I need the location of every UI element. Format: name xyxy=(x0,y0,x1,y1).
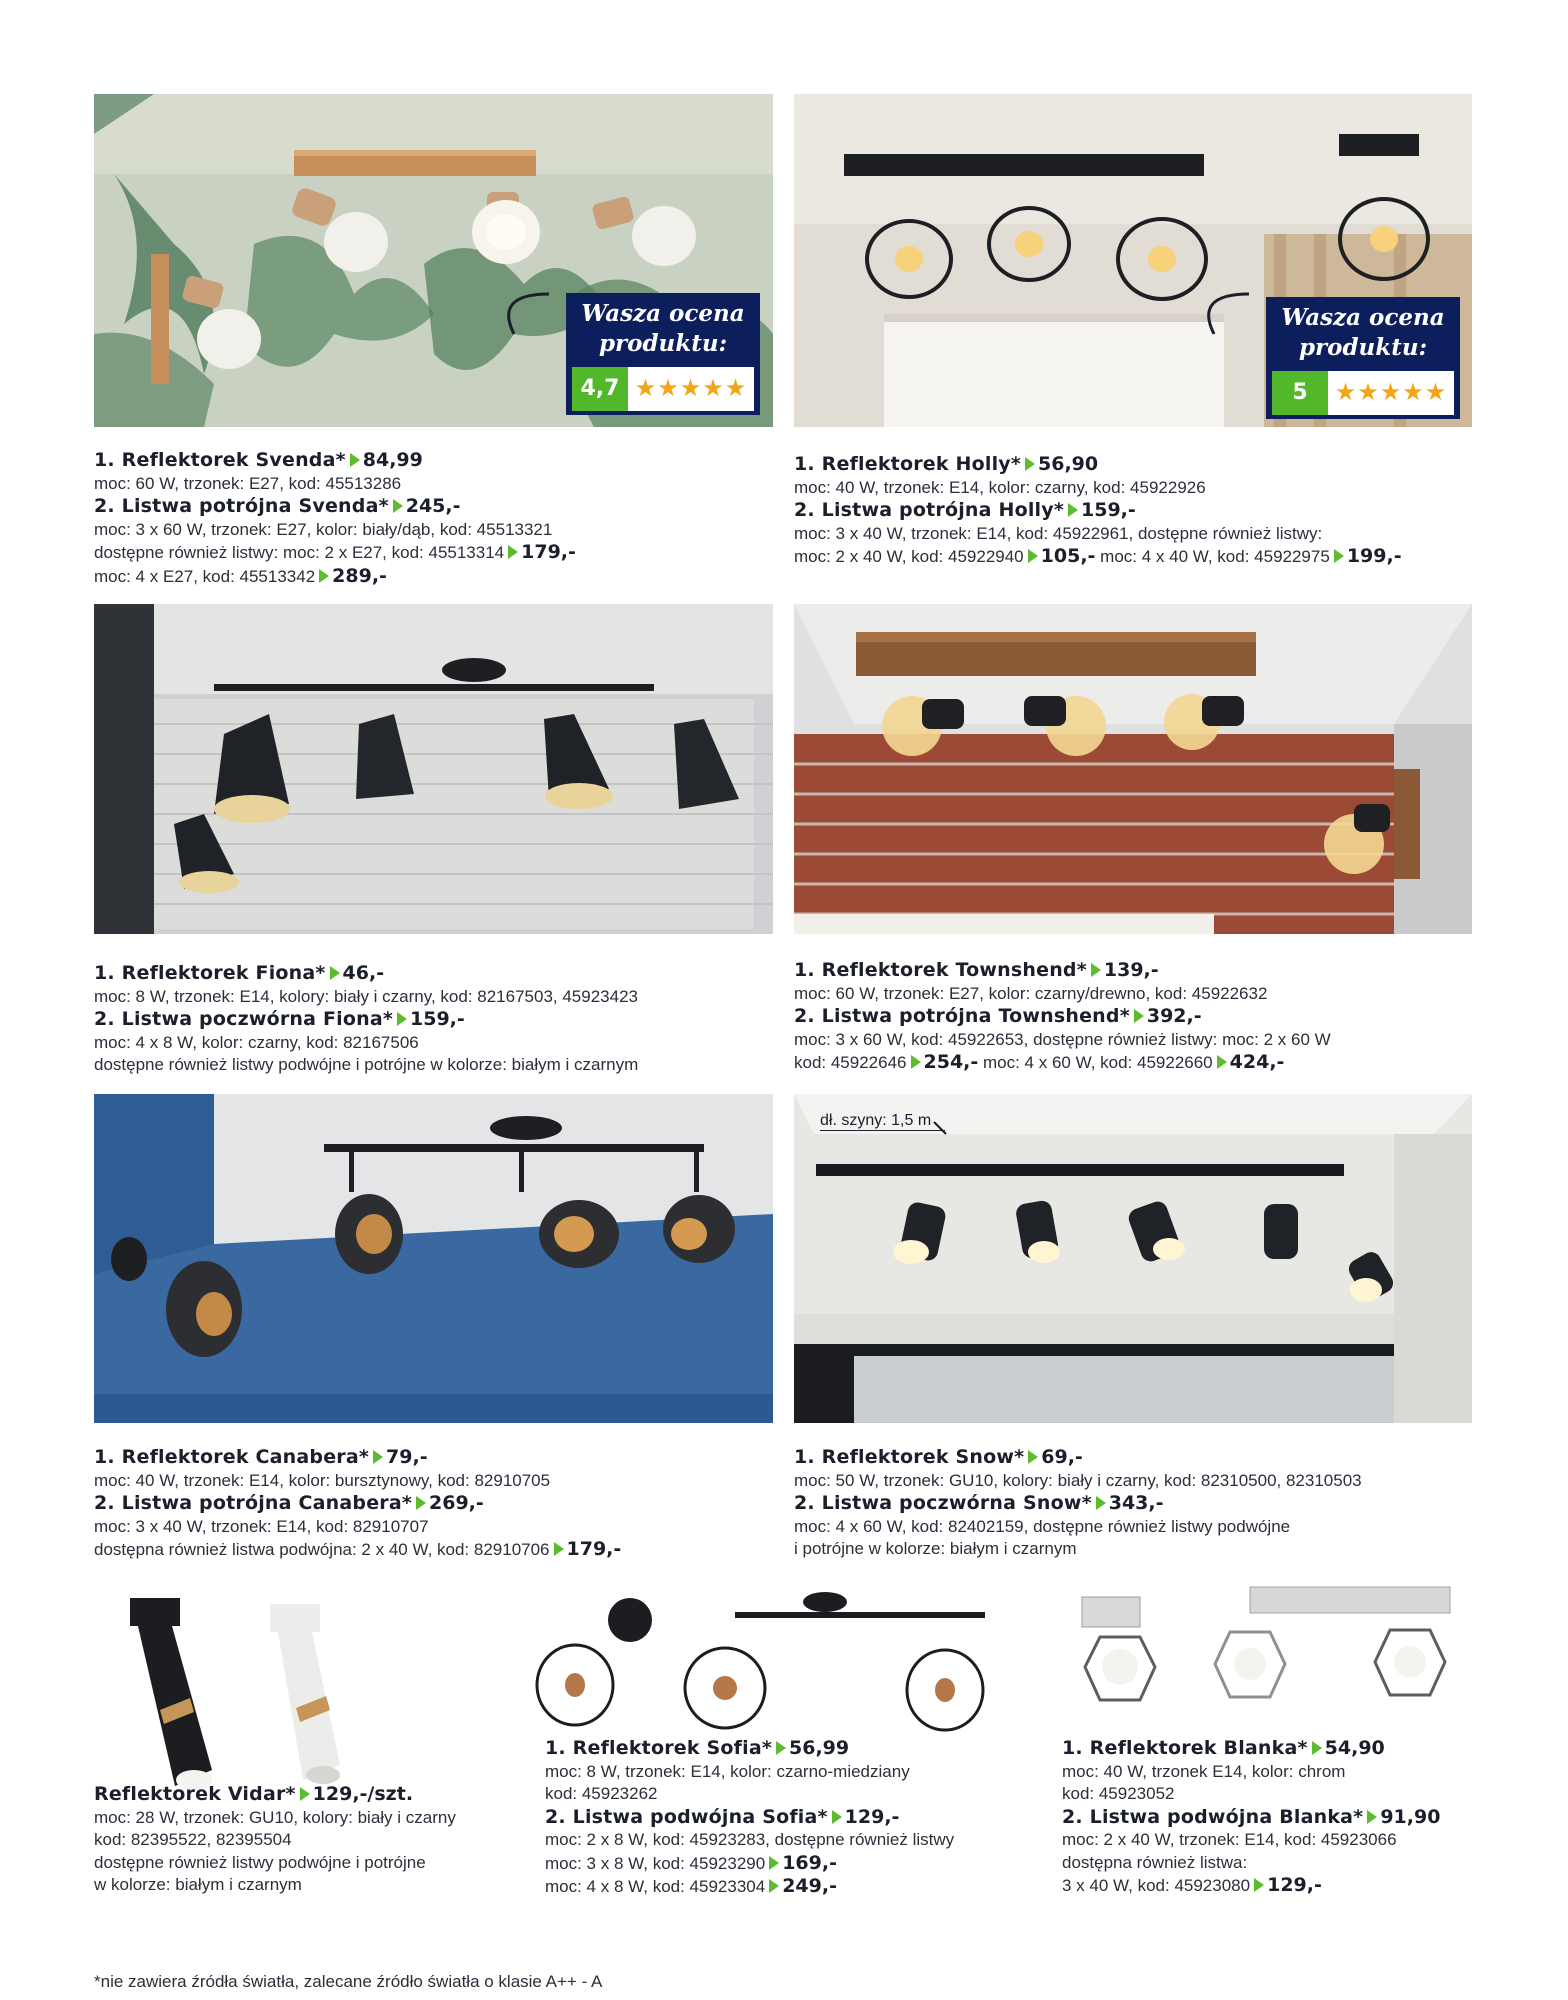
rating-score: 5 xyxy=(1272,371,1328,415)
price-arrow-icon xyxy=(1096,1496,1106,1510)
price: 424,- xyxy=(1229,1051,1285,1073)
product-title: 1. Reflektorek Townshend* xyxy=(794,959,1087,981)
product-spec: moc: 40 W, trzonek: E14, kolor: bursztynowy, kod: 82910705 xyxy=(94,1470,551,1490)
product-info-fiona xyxy=(94,962,774,1077)
rating-stars-icon: ★★★★★ xyxy=(1328,371,1454,415)
price: 69,- xyxy=(1041,1446,1083,1468)
price: 129,- xyxy=(1267,1874,1322,1896)
price-arrow-icon xyxy=(769,1879,779,1893)
price: 84,99 xyxy=(362,449,423,471)
product-spec: 3 x 40 W, kod: 45923080 xyxy=(1062,1876,1251,1895)
product-spec: moc: 4 x 60 W, kod: 82402159, dostępne również listwy podwójne xyxy=(794,1516,1291,1536)
product-title: Reflektorek Vidar* xyxy=(94,1783,296,1805)
price-arrow-icon xyxy=(769,1856,779,1870)
rating-stars-icon: ★★★★★ xyxy=(628,367,754,411)
price: 56,90 xyxy=(1038,453,1099,475)
product-title: 1. Reflektorek Snow* xyxy=(794,1446,1025,1468)
product-title: 1. Reflektorek Holly* xyxy=(794,453,1022,475)
rating-badge xyxy=(566,293,760,415)
product-photo-sofia xyxy=(535,1590,1015,1740)
price-arrow-icon xyxy=(330,966,340,980)
price-arrow-icon xyxy=(393,499,403,513)
price: 179,- xyxy=(566,1538,622,1560)
product-spec: moc: 60 W, trzonek: E27, kolor: czarny/drewno, kod: 45922632 xyxy=(794,983,1268,1003)
product-info-canabera xyxy=(94,1446,774,1562)
price-arrow-icon xyxy=(416,1496,426,1510)
product-spec: moc: 50 W, trzonek: GU10, kolory: biały i czarny, kod: 82310500, 82310503 xyxy=(794,1470,1362,1490)
price-arrow-icon xyxy=(1334,549,1344,563)
product-spec: dostępna również listwa podwójna: 2 x 40 W, kod: 82910706 xyxy=(94,1540,550,1559)
product-title: 1. Reflektorek Sofia* xyxy=(545,1737,772,1759)
product-photo-blanka xyxy=(1070,1582,1470,1732)
price: 392,- xyxy=(1146,1005,1202,1027)
product-spec: moc: 4 x 60 W, kod: 45922660 xyxy=(983,1053,1213,1072)
price: 179,- xyxy=(521,541,576,563)
price: 289,- xyxy=(332,564,387,587)
price: 269,- xyxy=(429,1492,484,1514)
price: 199,- xyxy=(1346,545,1402,567)
rating-badge xyxy=(1266,297,1460,419)
product-title: 1. Reflektorek Fiona* xyxy=(94,962,326,984)
price-arrow-icon xyxy=(300,1787,310,1801)
price: 343,- xyxy=(1108,1492,1164,1514)
product-title: 2. Listwa poczwórna Fiona* xyxy=(94,1008,393,1030)
price-arrow-icon xyxy=(1025,457,1035,471)
price: 91,90 xyxy=(1380,1805,1441,1828)
price-arrow-icon xyxy=(1028,549,1038,563)
price-arrow-icon xyxy=(1254,1878,1264,1892)
price: 169,- xyxy=(782,1851,837,1874)
product-title: 1. Reflektorek Blanka* xyxy=(1062,1737,1308,1759)
product-spec: dostępne również listwy podwójne i potrójne xyxy=(94,1852,426,1872)
product-info-snow xyxy=(794,1446,1474,1561)
footnote: *nie zawiera źródła światła, zalecane źródło światła o klasie A++ - A xyxy=(94,1972,603,1991)
rating-badge-title: Wasza ocena produktu: xyxy=(566,293,760,365)
price-arrow-icon xyxy=(373,1450,383,1464)
product-title: 2. Listwa podwójna Sofia* xyxy=(545,1805,828,1828)
price: 105,- xyxy=(1040,545,1096,567)
product-title: 1. Reflektorek Svenda* xyxy=(94,449,346,471)
price-arrow-icon xyxy=(1091,963,1101,977)
price-arrow-icon xyxy=(1217,1055,1227,1069)
price-arrow-icon xyxy=(1367,1810,1377,1824)
product-info-svenda xyxy=(94,449,774,588)
product-spec: moc: 2 x 8 W, kod: 45923283, dostępne również listwy xyxy=(545,1830,955,1849)
product-spec: moc: 4 x 8 W, kod: 45923304 xyxy=(545,1877,766,1896)
product-spec: kod: 45923262 xyxy=(545,1784,658,1803)
rating-badge-title: Wasza ocena produktu: xyxy=(1266,297,1460,369)
product-spec: moc: 4 x 40 W, kod: 45922975 xyxy=(1100,547,1330,566)
rail-length-label: dł. szyny: 1,5 m xyxy=(820,1112,945,1131)
price-arrow-icon xyxy=(776,1741,786,1755)
price: 129,-/szt. xyxy=(312,1783,414,1805)
price-arrow-icon xyxy=(319,569,329,583)
price-arrow-icon xyxy=(1134,1009,1144,1023)
price: 254,- xyxy=(923,1051,979,1073)
price: 245,- xyxy=(405,495,461,517)
product-spec: moc: 4 x E27, kod: 45513342 xyxy=(94,566,316,586)
product-spec: moc: 2 x 40 W, kod: 45922940 xyxy=(794,547,1024,566)
product-spec: moc: 8 W, trzonek: E14, kolor: czarno-miedziany xyxy=(545,1761,910,1781)
product-spec: moc: 2 x 40 W, trzonek: E14, kod: 45923066 xyxy=(1062,1830,1397,1849)
product-title: 2. Listwa potrójna Holly* xyxy=(794,499,1064,521)
product-spec: kod: 82395522, 82395504 xyxy=(94,1830,292,1849)
product-photo-fiona xyxy=(94,604,773,934)
product-spec: i potrójne w kolorze: białym i czarnym xyxy=(794,1539,1077,1558)
product-info-vidar xyxy=(94,1783,514,1897)
product-spec: dostępna również listwa: xyxy=(1062,1852,1248,1872)
product-info-holly xyxy=(794,453,1474,569)
price: 139,- xyxy=(1103,959,1159,981)
product-photo-townshend xyxy=(794,604,1472,934)
product-title: 2. Listwa podwójna Blanka* xyxy=(1062,1805,1364,1828)
product-title: 1. Reflektorek Canabera* xyxy=(94,1446,370,1468)
product-info-sofia xyxy=(545,1737,1045,1899)
product-spec: moc: 8 W, trzonek: E14, kolory: biały i czarny, kod: 82167503, 45923423 xyxy=(94,986,638,1006)
price-arrow-icon xyxy=(1068,503,1078,517)
product-photo-canabera xyxy=(94,1094,773,1423)
price: 159,- xyxy=(1081,499,1136,521)
price: 249,- xyxy=(782,1875,837,1897)
product-spec: moc: 60 W, trzonek: E27, kod: 45513286 xyxy=(94,473,402,493)
price-arrow-icon xyxy=(1312,1741,1322,1755)
price-arrow-icon xyxy=(911,1055,921,1069)
product-spec: moc: 4 x 8 W, kolor: czarny, kod: 82167506 xyxy=(94,1032,419,1052)
price-arrow-icon xyxy=(397,1012,407,1026)
price-arrow-icon xyxy=(554,1542,564,1556)
price-arrow-icon xyxy=(508,545,518,559)
product-spec: moc: 40 W, trzonek E14, kolor: chrom xyxy=(1062,1761,1346,1781)
price-arrow-icon xyxy=(350,453,360,467)
price: 129,- xyxy=(844,1805,900,1828)
product-spec: moc: 3 x 60 W, trzonek: E27, kolor: biały/dąb, kod: 45513321 xyxy=(94,519,553,539)
product-info-blanka xyxy=(1062,1737,1522,1898)
rating-score: 4,7 xyxy=(572,367,628,411)
price: 56,99 xyxy=(789,1737,850,1759)
price-arrow-icon xyxy=(1028,1450,1038,1464)
price-arrow-icon xyxy=(832,1810,842,1824)
product-title: 2. Listwa potrójna Canabera* xyxy=(94,1492,413,1514)
product-spec: moc: 3 x 8 W, kod: 45923290 xyxy=(545,1853,766,1873)
product-spec: dostępne również listwy podwójne i potrójne w kolorze: białym i czarnym xyxy=(94,1055,639,1074)
price: 159,- xyxy=(410,1008,465,1030)
price: 79,- xyxy=(386,1446,428,1468)
product-spec: moc: 3 x 40 W, trzonek: E14, kod: 82910707 xyxy=(94,1516,429,1536)
price: 46,- xyxy=(342,962,385,984)
product-photo-snow xyxy=(794,1094,1472,1423)
product-info-townshend xyxy=(794,959,1474,1075)
product-title: 2. Listwa potrójna Svenda* xyxy=(94,495,389,517)
product-spec: moc: 3 x 40 W, trzonek: E14, kod: 45922961, dostępne również listwy: xyxy=(794,523,1323,543)
product-title: 2. Listwa poczwórna Snow* xyxy=(794,1492,1092,1514)
product-spec: kod: 45922646 xyxy=(794,1053,907,1072)
product-title: 2. Listwa potrójna Townshend* xyxy=(794,1005,1130,1027)
product-spec: w kolorze: białym i czarnym xyxy=(94,1875,302,1894)
product-spec: moc: 40 W, trzonek: E14, kolor: czarny, kod: 45922926 xyxy=(794,477,1206,497)
product-spec: moc: 3 x 60 W, kod: 45922653, dostępne również listwy: moc: 2 x 60 W xyxy=(794,1029,1331,1049)
price: 54,90 xyxy=(1324,1737,1385,1759)
product-spec: kod: 45923052 xyxy=(1062,1784,1175,1803)
product-spec: moc: 28 W, trzonek: GU10, kolory: biały i czarny xyxy=(94,1807,456,1827)
product-spec: dostępne również listwy: moc: 2 x E27, kod: 45513314 xyxy=(94,543,505,562)
